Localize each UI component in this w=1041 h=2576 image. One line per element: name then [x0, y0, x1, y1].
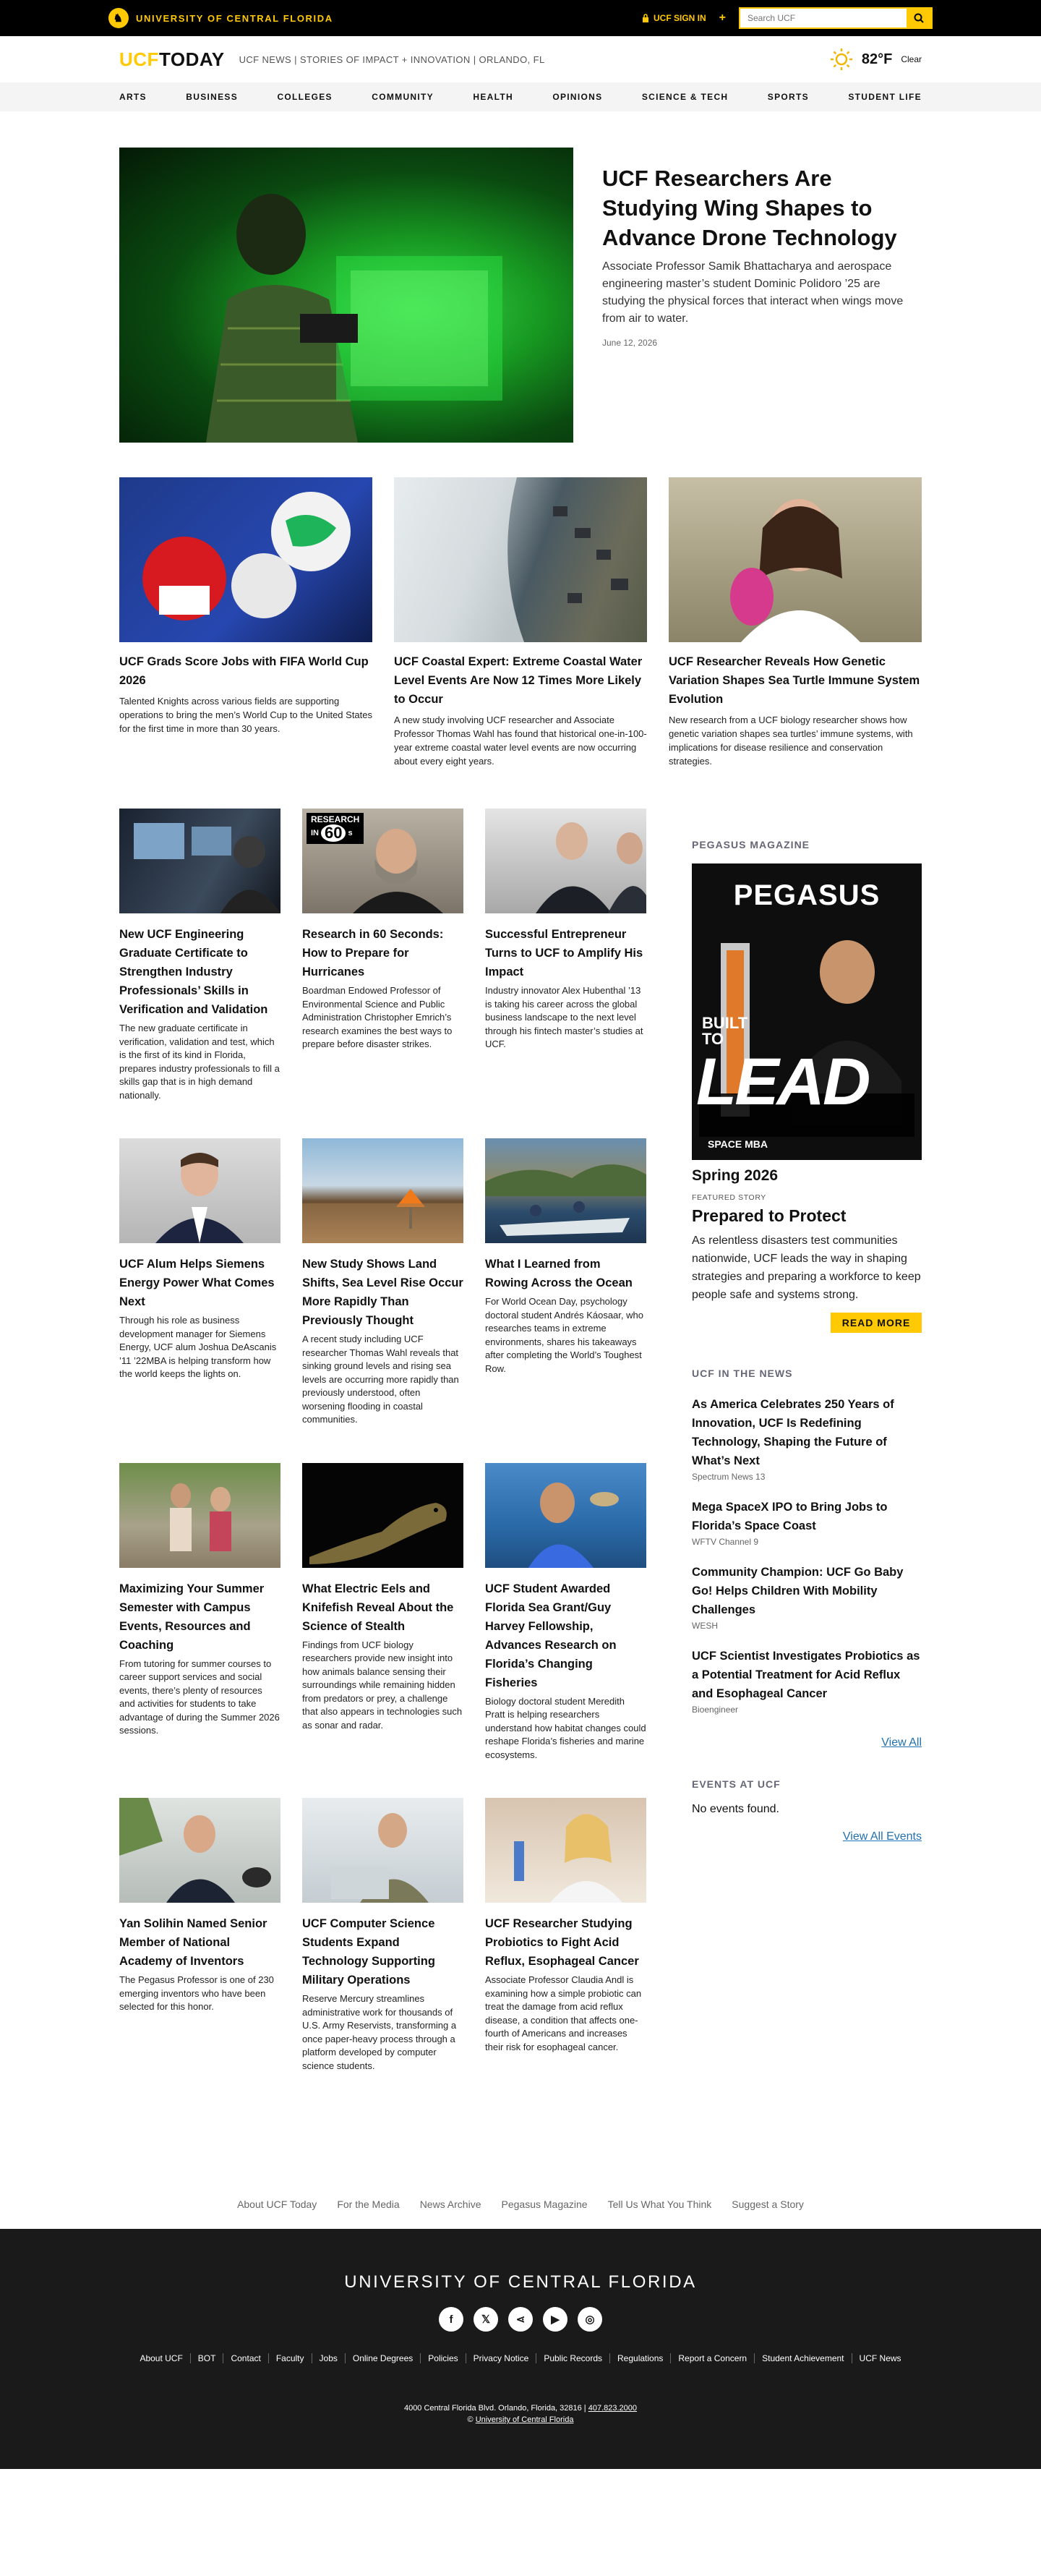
story-title[interactable]: UCF Computer Science Students Expand Technology Supporting Military Operations: [302, 1917, 435, 1987]
featured-row: [119, 477, 922, 768]
story-title[interactable]: UCF Grads Score Jobs with FIFA World Cup 2026: [119, 655, 369, 687]
lock-icon: [642, 14, 649, 22]
footer-link-archive[interactable]: News Archive: [419, 2198, 481, 2210]
site-footer: [0, 2229, 1041, 2469]
research-60-badge: RESEARCH IN 60 s: [307, 813, 364, 844]
weather-condition: Clear: [901, 54, 922, 64]
story-image[interactable]: [119, 1138, 280, 1243]
view-all-events-link[interactable]: View All Events: [842, 1830, 922, 1843]
fifa-illustration: [119, 477, 372, 642]
story-card: [119, 477, 372, 768]
news-item: [692, 1498, 922, 1547]
footer-legal-link[interactable]: About UCF: [140, 2353, 183, 2363]
hero-image[interactable]: [119, 148, 573, 443]
story-title[interactable]: UCF Coastal Expert: Extreme Coastal Water Level Events Are Now 12 Times More Likely to Occur: [394, 655, 643, 706]
sun-icon: [830, 48, 853, 71]
story-title[interactable]: New UCF Engineering Graduate Certificate to Strengthen Industry Professionals’ Skills in Verification and Validation: [119, 928, 268, 1016]
weather-widget: [830, 48, 922, 71]
news-item: [692, 1647, 922, 1715]
hero-photo-illustration: [119, 148, 573, 443]
story-excerpt: Associate Professor Claudia Andl is examining how a simple probiotic can treat the damage from acid reflux disease, a condition that affects one-fourth of Americans and increases their risk for esophageal cancer.: [485, 1974, 642, 2052]
story-card: [119, 1463, 280, 1762]
story-excerpt: Boardman Endowed Professor of Environmental Science and Public Administration Christopher Emrich’s research examines the best ways to prepare before disaster strikes.: [302, 985, 453, 1049]
footer-link-feedback[interactable]: Tell Us What You Think: [607, 2198, 712, 2210]
search-icon: [914, 13, 924, 23]
news-source: Spectrum News 13: [692, 1472, 766, 1482]
story-card: [485, 1463, 646, 1762]
story-excerpt: For World Ocean Day, psychology doctoral student Andrés Káosaar, who researches teams in extreme environments, shares his takeaways after completing the World’s Toughest Row.: [485, 1296, 643, 1374]
story-excerpt: New research from a UCF biology researcher shows how genetic variation shapes sea turtles’ immune systems, with implications for disease resilience and conservation strategies.: [669, 715, 913, 767]
story-excerpt: A new study involving UCF researcher and Associate Professor Thomas Wahl has found that historical one-in-100-year extreme coastal water level events are now occurring about every eight years.: [394, 715, 647, 767]
story-card: [302, 1463, 463, 1762]
footer-legal-link[interactable]: UCF News: [852, 2353, 909, 2363]
students-illustration: [119, 1463, 280, 1568]
search-button[interactable]: [907, 9, 931, 27]
story-card: [119, 1138, 280, 1427]
hero-excerpt: Associate Professor Samik Bhattacharya and aerospace engineering master’s student Dominic Polidoro ’25 are studying the physical forces that interact when wings move from air to water.: [602, 260, 904, 325]
university-name: UNIVERSITY OF CENTRAL FLORIDA: [136, 12, 333, 24]
entrepreneur-illustration: [485, 809, 646, 913]
flood-illustration: [302, 1138, 463, 1243]
story-title[interactable]: New Study Shows Land Shifts, Sea Level Rise Occur More Rapidly Than Previously Thought: [302, 1258, 463, 1327]
news-title[interactable]: As America Celebrates 250 Years of Innovation, UCF Is Redefining Technology, Shaping the Future of What’s Next: [692, 1398, 894, 1467]
story-image[interactable]: [302, 809, 463, 913]
probiotics-illustration: [485, 1798, 646, 1903]
ucf-signin-link[interactable]: UCF SIGN IN: [642, 13, 706, 23]
nav-opinions[interactable]: OPINIONS: [552, 92, 603, 102]
news-item: [692, 1563, 922, 1631]
read-more-button[interactable]: READ MORE: [831, 1313, 922, 1333]
story-image-researcher[interactable]: [669, 477, 922, 642]
temperature: 82°F: [861, 51, 893, 67]
news-title[interactable]: Mega SpaceX IPO to Bring Jobs to Florida’s Space Coast: [692, 1501, 888, 1532]
engineer-illustration: [119, 809, 280, 913]
story-card: [485, 1798, 646, 2073]
nav-science-tech[interactable]: SCIENCE & TECH: [641, 92, 729, 102]
events-heading: EVENTS AT UCF: [692, 1778, 781, 1790]
story-image-coast[interactable]: [394, 477, 647, 642]
nav-community[interactable]: COMMUNITY: [372, 92, 434, 102]
footer-legal-link[interactable]: Online Degrees: [345, 2353, 420, 2363]
story-image[interactable]: [119, 1798, 280, 1903]
ucf-logo[interactable]: [108, 8, 333, 28]
hero-story: [119, 148, 922, 443]
social-links: [0, 2307, 1041, 2332]
lower-section: [119, 809, 922, 2109]
footer-legal-link[interactable]: Jobs: [312, 2353, 345, 2363]
nav-arts[interactable]: ARTS: [119, 92, 147, 102]
story-excerpt: Talented Knights across various fields are supporting operations to bring the men’s World Cup to the United States for the first time in more than 30 years.: [119, 696, 372, 734]
story-image[interactable]: [485, 1138, 646, 1243]
footer-address: 4000 Central Florida Blvd. Orlando, Florida, 32816 | 407.823.2000: [403, 2404, 638, 2413]
story-image[interactable]: [119, 1463, 280, 1568]
magazine-cover[interactable]: PEGASUS BUILT TO LEAD SPACE MBA: [692, 863, 922, 1160]
site-header: [0, 36, 1041, 82]
share-icon[interactable]: ⋖: [508, 2307, 533, 2332]
story-image[interactable]: [302, 1138, 463, 1243]
story-title[interactable]: Yan Solihin Named Senior Member of National Academy of Inventors: [119, 1917, 267, 1968]
instagram-icon[interactable]: ◎: [578, 2307, 602, 2332]
footer-university-name: UNIVERSITY OF CENTRAL FLORIDA: [344, 2272, 697, 2292]
search-input[interactable]: [740, 9, 907, 27]
story-excerpt: Biology doctoral student Meredith Pratt is helping researchers understand how habitat changes could reshape Florida’s fisheries and marine ecosystems.: [485, 1695, 646, 1760]
phone-link[interactable]: 407.823.2000: [588, 2404, 638, 2413]
footer-link-suggest[interactable]: Suggest a Story: [732, 2198, 804, 2210]
news-source: Bioengineer: [692, 1705, 739, 1715]
top-bar: [0, 0, 1041, 36]
story-title[interactable]: What Electric Eels and Knifefish Reveal About the Science of Stealth: [302, 1582, 454, 1633]
facebook-icon[interactable]: f: [439, 2307, 463, 2332]
footer-legal-link[interactable]: Faculty: [268, 2353, 312, 2363]
pegasus-heading: PEGASUS MAGAZINE: [692, 839, 810, 850]
story-card: [119, 809, 280, 1102]
footer-link-about[interactable]: About UCF Today: [237, 2198, 317, 2210]
footer-legal-link[interactable]: Privacy Notice: [466, 2353, 536, 2363]
footer-link-pegasus[interactable]: Pegasus Magazine: [501, 2198, 588, 2210]
news-title[interactable]: UCF Scientist Investigates Probiotics as a Potential Treatment for Acid Reflux and Esophageal Cancer: [692, 1650, 920, 1700]
military-illustration: [302, 1798, 463, 1903]
youtube-icon[interactable]: ▶: [543, 2307, 567, 2332]
pegasus-logo-icon: ♞: [108, 8, 129, 28]
story-row: [119, 1798, 647, 2073]
sidebar: [692, 809, 922, 2109]
story-excerpt: The new graduate certificate in verification, validation and test, which is the first of its kind in Florida, prepares industry professionals to fill a skills gap that is in high demand nationally.: [119, 1023, 280, 1101]
story-title[interactable]: UCF Researcher Reveals How Genetic Variation Shapes Sea Turtle Immune System Evolution: [669, 655, 920, 706]
researcher-illustration: [669, 477, 922, 642]
featured-title[interactable]: Prepared to Protect: [692, 1206, 847, 1225]
footer-link-media[interactable]: For the Media: [337, 2198, 400, 2210]
search-box: [739, 7, 933, 29]
plus-icon[interactable]: +: [719, 12, 726, 24]
footer-legal-links: [0, 2353, 1041, 2363]
ucf-home-link[interactable]: University of Central Florida: [475, 2415, 574, 2424]
story-excerpt: The Pegasus Professor is one of 230 emerging inventors who have been selected for this honor.: [119, 1974, 274, 2012]
hero-date: June 12, 2026: [602, 338, 658, 348]
story-card: [394, 477, 647, 768]
footer-copyright: © University of Central Florida: [467, 2415, 574, 2424]
eel-illustration: [302, 1463, 463, 1568]
story-excerpt: Industry innovator Alex Hubenthal ’13 is taking his career across the global business landscape to the next level through his fintech master’s studies at UCF.: [485, 985, 643, 1049]
story-row: [119, 1463, 647, 1762]
story-excerpt: Through his role as business development manager for Siemens Energy, UCF alum Joshua DeAscanis ’11 ’22MBA is helping transform how the world keeps the lights on.: [119, 1315, 277, 1379]
story-image[interactable]: [302, 1798, 463, 1903]
story-title[interactable]: UCF Researcher Studying Probiotics to Fight Acid Reflux, Esophageal Cancer: [485, 1917, 639, 1968]
story-title[interactable]: Research in 60 Seconds: How to Prepare for Hurricanes: [302, 928, 444, 978]
x-twitter-icon[interactable]: 𝕏: [474, 2307, 498, 2332]
nav-health[interactable]: HEALTH: [473, 92, 513, 102]
coast-illustration: [394, 477, 647, 642]
inventor-illustration: [119, 1798, 280, 1903]
footer-legal-link[interactable]: Student Achievement: [754, 2353, 851, 2363]
story-image[interactable]: [485, 1463, 646, 1568]
nav-student-life[interactable]: STUDENT LIFE: [848, 92, 922, 102]
story-card: [119, 1798, 280, 2073]
story-image[interactable]: [119, 809, 280, 913]
footer-legal-link[interactable]: Contact: [223, 2353, 267, 2363]
footer-legal-link[interactable]: Policies: [420, 2353, 465, 2363]
main-nav: [0, 82, 1041, 111]
news-title[interactable]: Community Champion: UCF Go Baby Go! Helps Children With Mobility Challenges: [692, 1566, 904, 1616]
story-row: [119, 809, 647, 1102]
nav-colleges[interactable]: COLLEGES: [277, 92, 333, 102]
ucf-today-logo[interactable]: UCFTODAY: [119, 48, 225, 70]
story-card: [302, 809, 463, 1102]
nav-sports[interactable]: SPORTS: [767, 92, 809, 102]
story-excerpt: A recent study including UCF researcher Thomas Wahl reveals that sinking ground levels and rising sea levels are occurring more rapidly than previously understood, often worsening flooding in coastal communities.: [302, 1334, 459, 1425]
story-grid: [119, 809, 647, 2109]
magazine-issue[interactable]: Spring 2026: [692, 1167, 779, 1184]
story-title[interactable]: Successful Entrepreneur Turns to UCF to Amplify His Impact: [485, 928, 643, 978]
story-excerpt: Reserve Mercury streamlines administrative work for thousands of U.S. Army Reservists, transforming a once paper-heavy process through a platform developed by computer science students.: [302, 1993, 457, 2071]
story-card: [485, 809, 646, 1102]
site-tagline: UCF NEWS | STORIES OF IMPACT + INNOVATION | ORLANDO, FL: [239, 54, 545, 65]
footer-legal-link[interactable]: BOT: [190, 2353, 223, 2363]
story-card: [485, 1138, 646, 1427]
story-image[interactable]: [302, 1463, 463, 1568]
in-the-news-heading: UCF IN THE NEWS: [692, 1368, 793, 1379]
nav-business[interactable]: BUSINESS: [186, 92, 239, 102]
story-title[interactable]: What I Learned from Rowing Across the Ocean: [485, 1258, 633, 1289]
story-image-fifa[interactable]: [119, 477, 372, 642]
story-card: [302, 1798, 463, 2073]
featured-description: As relentless disasters test communities nationwide, UCF leads the way in shaping strategies and preparing a workforce to keep people safe and systems strong.: [692, 1234, 921, 1301]
news-item: [692, 1395, 922, 1482]
alum-illustration: [119, 1138, 280, 1243]
news-source: WFTV Channel 9: [692, 1537, 759, 1547]
main-content: [119, 148, 922, 2109]
story-image[interactable]: [485, 809, 646, 913]
story-card: [669, 477, 922, 768]
footer-legal-link[interactable]: Regulations: [609, 2353, 670, 2363]
news-source: WESH: [692, 1621, 718, 1631]
featured-label: FEATURED STORY: [692, 1193, 766, 1202]
story-title[interactable]: Maximizing Your Summer Semester with Campus Events, Resources and Coaching: [119, 1582, 265, 1652]
hero-title[interactable]: UCF Researchers Are Studying Wing Shapes to Advance Drone Technology: [602, 166, 897, 250]
story-title[interactable]: UCF Student Awarded Florida Sea Grant/Guy Harvey Fellowship, Advances Research on Florida’s Changing Fisheries: [485, 1582, 617, 1689]
footer-legal-link[interactable]: Public Records: [536, 2353, 609, 2363]
no-events-message: No events found.: [692, 1803, 779, 1815]
fishery-illustration: [485, 1463, 646, 1568]
story-card: [302, 1138, 463, 1427]
story-excerpt: Findings from UCF biology researchers provide new insight into how animals balance sensing their surroundings while remaining hidden from predators or prey, a challenge that also appears in technologies such as sonar and radar.: [302, 1639, 463, 1731]
view-all-news-link[interactable]: View All: [881, 1736, 922, 1749]
story-image[interactable]: [485, 1798, 646, 1903]
story-excerpt: From tutoring for summer courses to career support services and social events, there’s plenty of resources and activities for students to take advantage of during the Summer 2026 sessions.: [119, 1658, 280, 1736]
rowing-illustration: [485, 1138, 646, 1243]
footer-legal-link[interactable]: Report a Concern: [670, 2353, 754, 2363]
story-title[interactable]: UCF Alum Helps Siemens Energy Power What Comes Next: [119, 1258, 275, 1308]
footer-links: [0, 2198, 1041, 2229]
story-row: [119, 1138, 647, 1427]
